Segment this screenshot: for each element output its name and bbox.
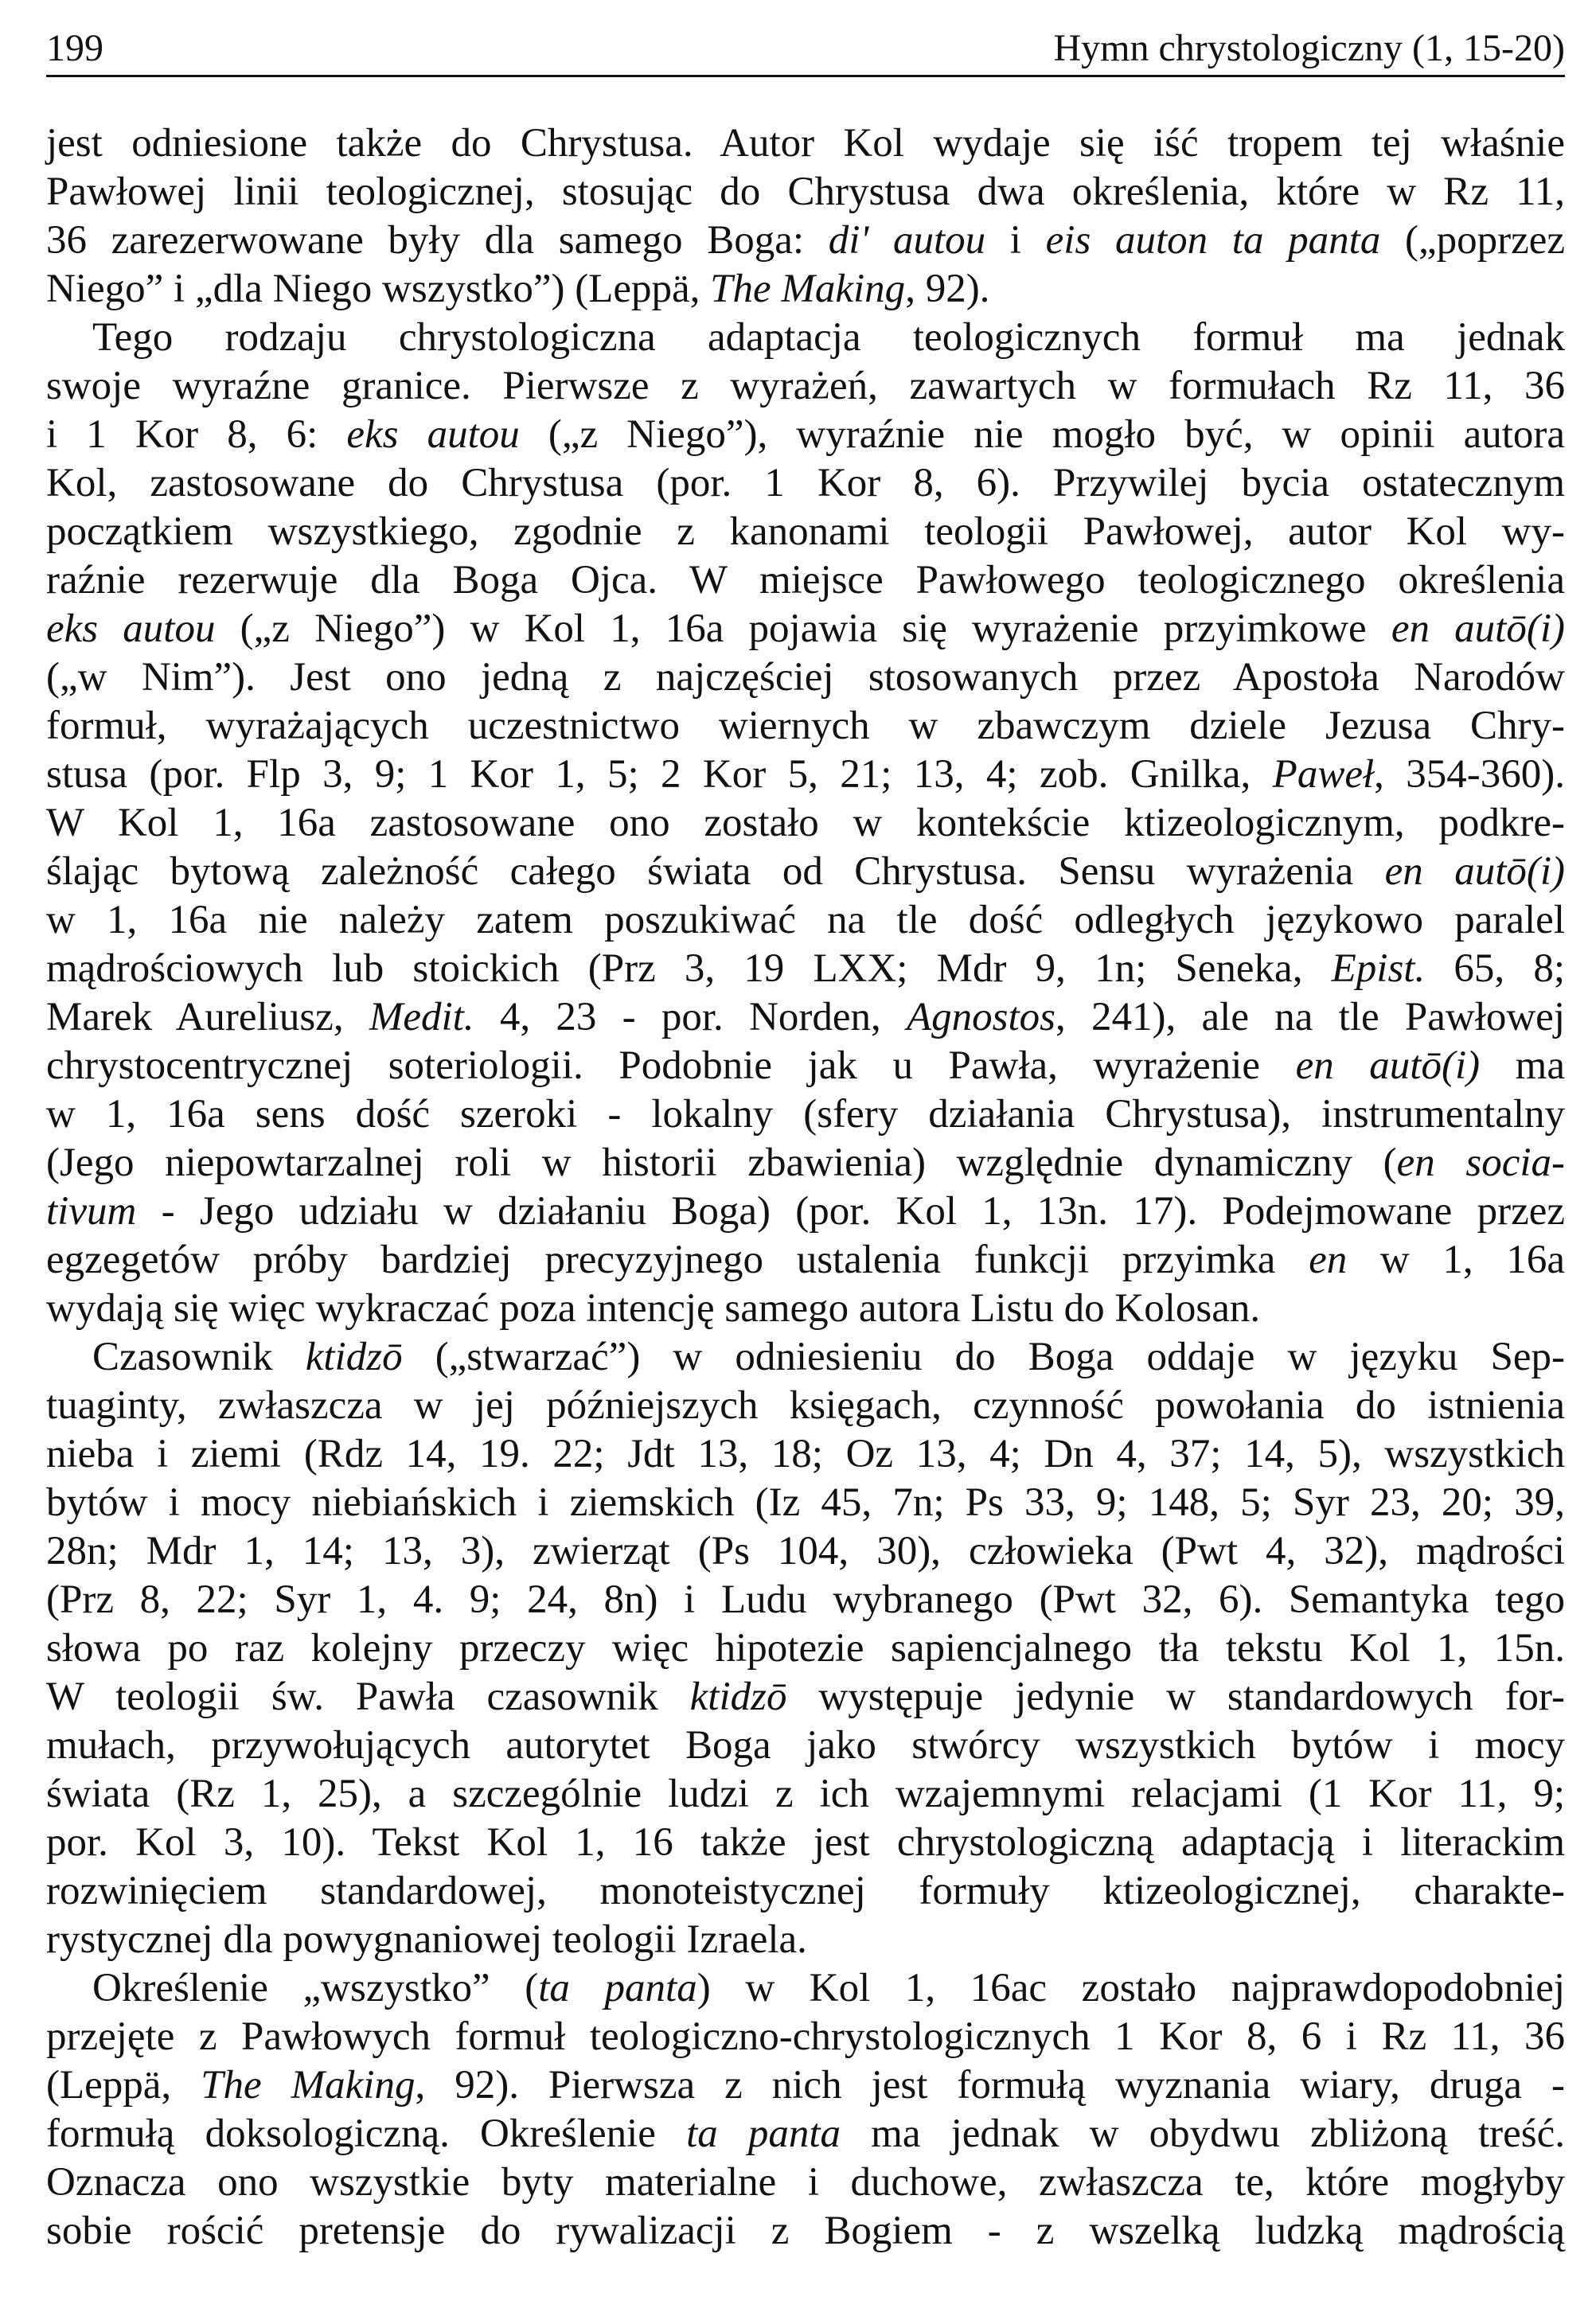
text-line bbox=[46, 1236, 1565, 1285]
text-segment: i 1 Kor 8, 6: bbox=[46, 412, 347, 457]
text-line bbox=[46, 1139, 1565, 1187]
text-segment: w 1, 16a sens dość szeroki - lokalny (sfery działania Chrystusa), instrumentalny bbox=[46, 1092, 1565, 1137]
text-line bbox=[46, 1624, 1565, 1673]
text-line bbox=[46, 993, 1565, 1042]
text-line bbox=[46, 168, 1565, 216]
text-segment: (Leppä, bbox=[46, 2063, 201, 2108]
text-segment: por. Kol 3, 10). Tekst Kol 1, 16 także jest chrystologiczną adaptacją i literackim bbox=[46, 1820, 1565, 1865]
text-line bbox=[46, 2110, 1565, 2158]
italic-term: en bbox=[1309, 1238, 1348, 1282]
text-segment: Oznacza ono wszystkie byty materialne i duchowe, zwłaszcza te, które mogłyby bbox=[46, 2160, 1565, 2205]
italic-term: en autō(i) bbox=[1391, 606, 1565, 651]
text-segment: („poprzez bbox=[1380, 218, 1566, 263]
text-line bbox=[46, 799, 1565, 848]
text-line bbox=[46, 459, 1565, 508]
text-segment: Pawłowej linii teologicznej, stosując do Chrystusa dwa określenia, które w Rz 11, bbox=[46, 170, 1565, 214]
text-line bbox=[46, 1042, 1565, 1090]
italic-term: en autō(i) bbox=[1384, 849, 1565, 894]
text-line bbox=[46, 848, 1565, 896]
italic-term: Medit. bbox=[369, 995, 474, 1039]
italic-term: tivum bbox=[46, 1189, 137, 1234]
text-segment: występuje jedynie w standardowych for- bbox=[786, 1675, 1565, 1719]
text-line bbox=[46, 2061, 1565, 2110]
italic-term: ktidzō bbox=[689, 1675, 787, 1719]
text-segment: („z Niego”) w Kol 1, 16a pojawia się wyrażenie przyimkowe bbox=[215, 606, 1391, 651]
text-line bbox=[46, 2158, 1565, 2207]
text-segment: egzegetów próby bardziej precyzyjnego ustalenia funkcji przyimka bbox=[46, 1238, 1309, 1282]
text-segment: rozwinięciem standardowej, monoteistycznej formuły ktizeologicznej, charakte- bbox=[46, 1869, 1565, 1913]
italic-term: Epist. bbox=[1331, 946, 1426, 991]
text-line bbox=[46, 1673, 1565, 1722]
text-segment: W Kol 1, 16a zastosowane ono zostało w kontekście ktizeologicznym, podkre- bbox=[46, 801, 1565, 845]
text-segment: („w Nim”). Jest ono jedną z najczęściej stosowanych przez Apostoła Narodów bbox=[46, 655, 1565, 700]
text-segment: Marek Aureliusz, bbox=[46, 995, 369, 1039]
italic-term: The Making bbox=[201, 2063, 416, 2108]
text-line bbox=[46, 265, 1565, 314]
text-segment: , 92). bbox=[905, 267, 990, 311]
text-segment: stusa (por. Flp 3, 9; 1 Kor 1, 5; 2 Kor 5, 21; 13, 4; zob. Gnilka, bbox=[46, 752, 1273, 797]
text-segment: Niego” i „dla Niego wszystko”) (Leppä, bbox=[46, 267, 711, 311]
text-line bbox=[46, 945, 1565, 993]
text-segment: - Jego udziału w działaniu Boga) (por. Kol 1, 13n. 17). Podejmowane przez bbox=[136, 1189, 1565, 1234]
text-segment: rystycznej dla powygnaniowej teologii Izraela. bbox=[46, 1917, 807, 1962]
text-segment: ) w Kol 1, 16ac zostało najprawdopodobniej bbox=[696, 1966, 1565, 2010]
text-line bbox=[46, 2207, 1565, 2256]
text-segment: formułą doksologiczną. Określenie bbox=[46, 2111, 687, 2156]
italic-term: eis auton ta panta bbox=[1045, 218, 1381, 263]
italic-term: eks autou bbox=[46, 606, 216, 651]
text-segment: początkiem wszystkiego, zgodnie z kanonami teologii Pawłowej, autor Kol wy- bbox=[46, 509, 1565, 554]
italic-term: Paweł bbox=[1272, 752, 1375, 797]
text-segment: 65, 8; bbox=[1425, 946, 1565, 991]
text-line bbox=[46, 896, 1565, 945]
text-line bbox=[46, 1333, 1565, 1382]
text-segment: wydają się więc wykraczać poza intencję samego autora Listu do Kolosan. bbox=[46, 1286, 1261, 1331]
text-segment: przejęte z Pawłowych formuł teologiczno-chrystologicznych 1 Kor 8, 6 i Rz 11, 36 bbox=[46, 2014, 1565, 2059]
text-segment: („z Niego”), wyraźnie nie mogło być, w opinii autora bbox=[519, 412, 1566, 457]
running-title: Hymn chrystologiczny (1, 15-20) bbox=[1053, 27, 1565, 69]
text-segment: , 92). Pierwsza z nich jest formułą wyznania wiary, druga - bbox=[415, 2063, 1565, 2108]
text-line bbox=[46, 653, 1565, 702]
text-segment: , 354-360). bbox=[1374, 752, 1566, 797]
text-line bbox=[46, 1382, 1565, 1430]
text-line bbox=[46, 1285, 1565, 1333]
italic-term: en autō(i) bbox=[1295, 1043, 1481, 1088]
text-line bbox=[46, 1964, 1565, 2013]
text-line bbox=[46, 119, 1565, 168]
text-segment: 4, 23 - por. Norden, bbox=[474, 995, 907, 1039]
italic-term: en socia- bbox=[1396, 1141, 1565, 1185]
text-line bbox=[46, 362, 1565, 411]
text-segment: raźnie rezerwuje dla Boga Ojca. W miejsce Pawłowego teologicznego określenia bbox=[46, 558, 1565, 602]
text-segment: 36 zarezerwowane były dla samego Boga: bbox=[46, 218, 829, 263]
text-line bbox=[46, 1187, 1565, 1236]
text-segment: Kol, zastosowane do Chrystusa (por. 1 Kor 8, 6). Przywilej bycia ostatecznym bbox=[46, 461, 1565, 505]
text-line bbox=[46, 314, 1565, 362]
text-segment: Tego rodzaju chrystologiczna adaptacja teologicznych formuł ma jednak bbox=[92, 315, 1565, 360]
text-segment: i bbox=[985, 218, 1046, 263]
text-segment: sobie rościć pretensje do rywalizacji z Bogiem - z wszelką ludzką mądrością bbox=[46, 2209, 1565, 2253]
italic-term: eks autou bbox=[346, 412, 520, 457]
text-segment: formuł, wyrażających uczestnictwo wiernych w zbawczym dziele Jezusa Chry- bbox=[46, 704, 1565, 748]
text-line bbox=[46, 508, 1565, 556]
text-segment: ma bbox=[1480, 1043, 1565, 1088]
text-segment: Czasownik bbox=[92, 1335, 306, 1379]
text-segment: (Jego niepowtarzalnej roli w historii zbawienia) względnie dynamiczny ( bbox=[46, 1141, 1397, 1185]
text-line bbox=[46, 216, 1565, 265]
text-line bbox=[46, 1916, 1565, 1964]
text-line bbox=[46, 1479, 1565, 1527]
text-segment: świata (Rz 1, 25), a szczególnie ludzi z ich wzajemnymi relacjami (1 Kor 11, 9; bbox=[46, 1772, 1565, 1816]
text-segment: swoje wyraźne granice. Pierwsze z wyrażeń, zawartych w formułach Rz 11, 36 bbox=[46, 364, 1565, 408]
text-segment: w 1, 16a nie należy zatem poszukiwać na tle dość odległych językowo paralel bbox=[46, 898, 1565, 942]
running-header bbox=[46, 22, 1565, 77]
text-segment: tuaginty, zwłaszcza w jej późniejszych księgach, czynność powołania do istnienia bbox=[46, 1383, 1565, 1428]
text-segment: chrystocentrycznej soteriologii. Podobnie jak u Pawła, wyrażenie bbox=[46, 1043, 1296, 1088]
text-segment: słowa po raz kolejny przeczy więc hipotezie sapiencjalnego tła tekstu Kol 1, 15n. bbox=[46, 1626, 1565, 1671]
text-segment: jest odniesione także do Chrystusa. Autor Kol wydaje się iść tropem tej właśnie bbox=[46, 121, 1565, 166]
text-segment: , 241), ale na tle Pawłowej bbox=[1055, 995, 1565, 1039]
text-line bbox=[46, 1819, 1565, 1867]
text-line bbox=[46, 1722, 1565, 1770]
text-segment: nieba i ziemi (Rdz 14, 19. 22; Jdt 13, 18; Oz 13, 4; Dn 4, 37; 14, 5), wszystkich bbox=[46, 1432, 1565, 1476]
italic-term: di' autou bbox=[828, 218, 986, 263]
text-segment: W teologii św. Pawła czasownik bbox=[46, 1675, 690, 1719]
text-segment: bytów i mocy niebiańskich i ziemskich (Iz 45, 7n; Ps 33, 9; 148, 5; Syr 23, 20; 39, bbox=[46, 1480, 1565, 1525]
page-number: 199 bbox=[46, 27, 103, 69]
text-line bbox=[46, 1576, 1565, 1624]
text-line bbox=[46, 1867, 1565, 1916]
body-text bbox=[46, 119, 1565, 2256]
text-segment: mądrościowych lub stoickich (Prz 3, 19 LXX; Mdr 9, 1n; Seneka, bbox=[46, 946, 1332, 991]
text-line bbox=[46, 2013, 1565, 2061]
text-line bbox=[46, 605, 1565, 653]
text-line bbox=[46, 556, 1565, 605]
text-line bbox=[46, 1090, 1565, 1139]
text-segment: Określenie „wszystko” ( bbox=[92, 1966, 539, 2010]
text-line bbox=[46, 411, 1565, 459]
text-line bbox=[46, 1770, 1565, 1819]
text-segment: (Prz 8, 22; Syr 1, 4. 9; 24, 8n) i Ludu wybranego (Pwt 32, 6). Semantyka tego bbox=[46, 1577, 1565, 1622]
text-line bbox=[46, 751, 1565, 799]
text-line bbox=[46, 702, 1565, 751]
italic-term: ta panta bbox=[538, 1966, 697, 2010]
text-segment: ślając bytową zależność całego świata od Chrystusa. Sensu wyrażenia bbox=[46, 849, 1385, 894]
text-segment: ma jednak w obydwu zbliżoną treść. bbox=[841, 2111, 1565, 2156]
text-line bbox=[46, 1527, 1565, 1576]
text-segment: 28n; Mdr 1, 14; 13, 3), zwierząt (Ps 104, 30), człowieka (Pwt 4, 32), mądrości bbox=[46, 1529, 1565, 1573]
italic-term: The Making bbox=[710, 267, 906, 311]
italic-term: ktidzō bbox=[305, 1335, 403, 1379]
italic-term: ta panta bbox=[686, 2111, 841, 2156]
text-segment: w 1, 16a bbox=[1347, 1238, 1565, 1282]
text-segment: („stwarzać”) w odniesieniu do Boga oddaje w języku Sep- bbox=[402, 1335, 1565, 1379]
text-segment: mułach, przywołujących autorytet Boga jako stwórcy wszystkich bytów i mocy bbox=[46, 1723, 1565, 1768]
text-line bbox=[46, 1430, 1565, 1479]
italic-term: Agnostos bbox=[906, 995, 1056, 1039]
